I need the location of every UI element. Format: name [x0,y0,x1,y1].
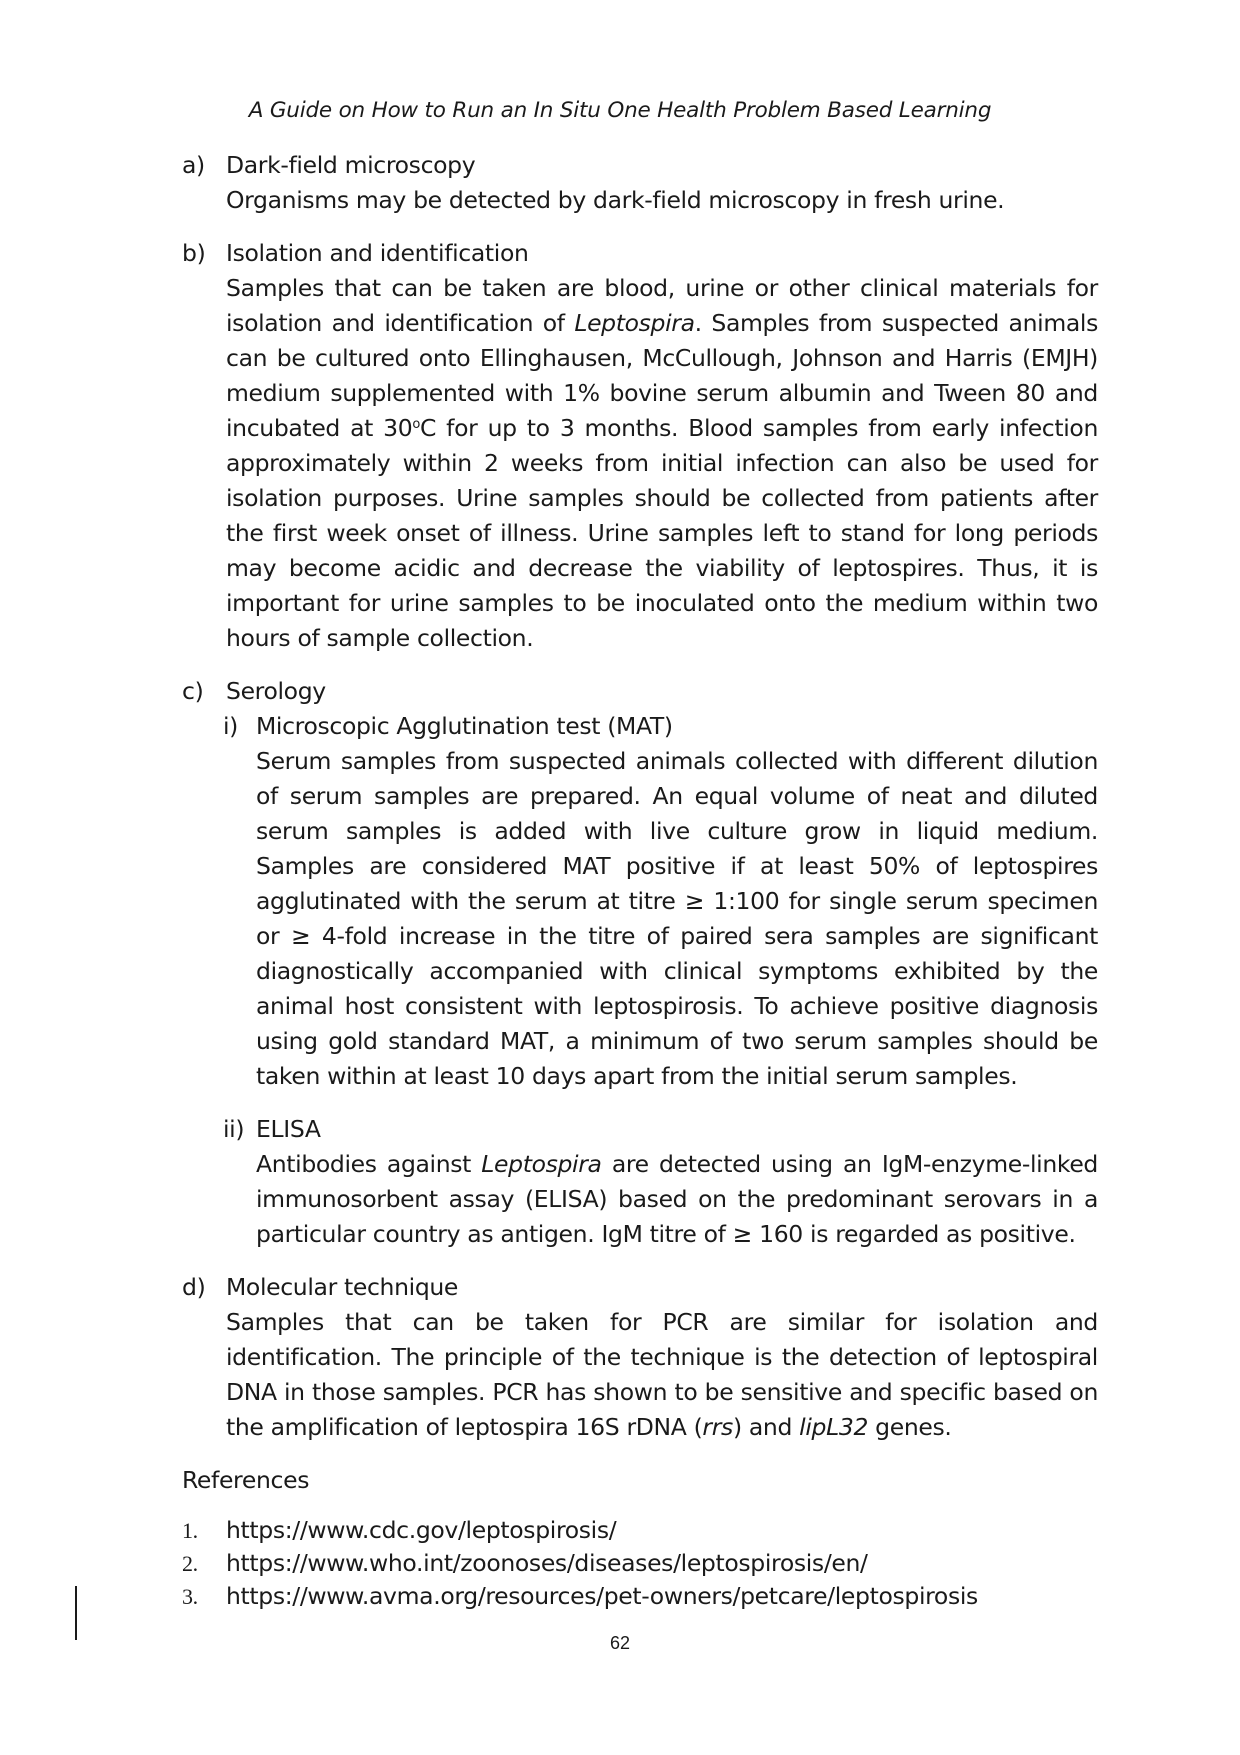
section-paragraph: Organisms may be detected by dark-field microscopy in fresh urine. [226,186,1005,214]
reference-number: 2. [182,1551,198,1576]
section-molecular-technique [182,1270,1098,1445]
section-marker: d) [182,1273,206,1301]
reference-list [182,1514,1098,1613]
section-dark-field-microscopy [182,148,1098,218]
section-heading: Molecular technique [226,1273,459,1301]
reference-number: 3. [182,1584,198,1609]
page-number: 62 [609,1633,631,1653]
section-paragraph [226,1305,1098,1445]
italic-term: Leptospira [481,1150,602,1178]
reference-link[interactable]: https://www.avma.org/resources/pet-owners/petcare/leptospirosis [226,1582,978,1610]
section-paragraph [226,271,1098,656]
running-header: A Guide on How to Run an In Situ One Health Problem Based Learning [248,98,992,123]
paragraph-text: Samples that can be taken for PCR are similar for isolation and identification. The principle of the technique is the detection of leptospiral DNA in those samples. PCR has shown to be sensitive and specific based on the amplification of leptospira 16S rDNA ( [226,1308,1098,1441]
subsection-mat [223,709,1098,1094]
section-marker: a) [182,151,205,179]
subsection-marker: i) [223,712,238,740]
paragraph-text: Antibodies against [256,1150,482,1178]
references-heading: References [182,1466,310,1494]
paragraph-text: genes. [868,1413,952,1441]
paragraph-text: . Samples from suspected animals can be cultured onto Ellinghausen, McCullough, Johnson and Harris (EMJH) medium supplemented with 1% bovine serum albumin and Tween 80 and incubated at 30 [226,309,1098,442]
section-marker: c) [182,677,204,705]
reference-item [182,1580,1098,1613]
paragraph-text: are detected using an IgM-enzyme-linked immunosorbent assay (ELISA) based on the predominant serovars in a particular country as antigen. IgM titre of ≥ 160 is regarded as positive. [256,1150,1098,1248]
subsection-elisa [223,1112,1098,1252]
reference-item [182,1547,1098,1580]
margin-change-bar [75,1586,77,1640]
section-marker: b) [182,239,206,267]
subsection-paragraph: Serum samples from suspected animals collected with different dilution of serum samples are prepared. An equal volume of neat and diluted serum samples is added with live culture grow in liquid medium. Samples are considered MAT positive if at least 50% of leptospires agglutinated with the serum at titre ≥ 1:100 for single serum specimen or ≥ 4-fold increase in the titre of paired sera samples are significant diagnostically accompanied with clinical symptoms exhibited by the animal host consistent with leptospirosis. To achieve positive diagnosis using gold standard MAT, a minimum of two serum samples should be taken within at least 10 days apart from the initial serum samples. [256,747,1098,1090]
superscript-degree: o [412,417,420,432]
reference-link[interactable]: https://www.who.int/zoonoses/diseases/leptospirosis/en/ [226,1549,868,1577]
page-body [182,148,1098,1613]
subsection-heading: ELISA [256,1115,321,1143]
reference-number: 1. [182,1518,198,1543]
section-heading: Isolation and identification [226,239,529,267]
reference-item [182,1514,1098,1547]
italic-gene: lipL32 [799,1413,869,1441]
reference-link[interactable]: https://www.cdc.gov/leptospirosis/ [226,1516,617,1544]
subsection-marker: ii) [223,1115,245,1143]
italic-term: Leptospira [574,309,695,337]
section-isolation-identification [182,236,1098,656]
paragraph-text: Samples that can be taken are blood, urine or other clinical materials for isolation and identification of [226,274,1098,337]
section-heading: Serology [226,677,326,705]
subsection-heading: Microscopic Agglutination test (MAT) [256,712,673,740]
section-serology [182,674,1098,1252]
italic-gene: rrs [702,1413,733,1441]
section-heading: Dark-field microscopy [226,151,476,179]
paragraph-text: C for up to 3 months. Blood samples from early infection approximately within 2 weeks from initial infection can also be used for isolation purposes. Urine samples should be collected from patients after the first week onset of illness. Urine samples left to stand for long periods may become acidic and decrease the viability of leptospires. Thus, it is important for urine samples to be inoculated onto the medium within two hours of sample collection. [226,414,1098,652]
paragraph-text: ) and [732,1413,800,1441]
subsection-paragraph [256,1147,1098,1252]
